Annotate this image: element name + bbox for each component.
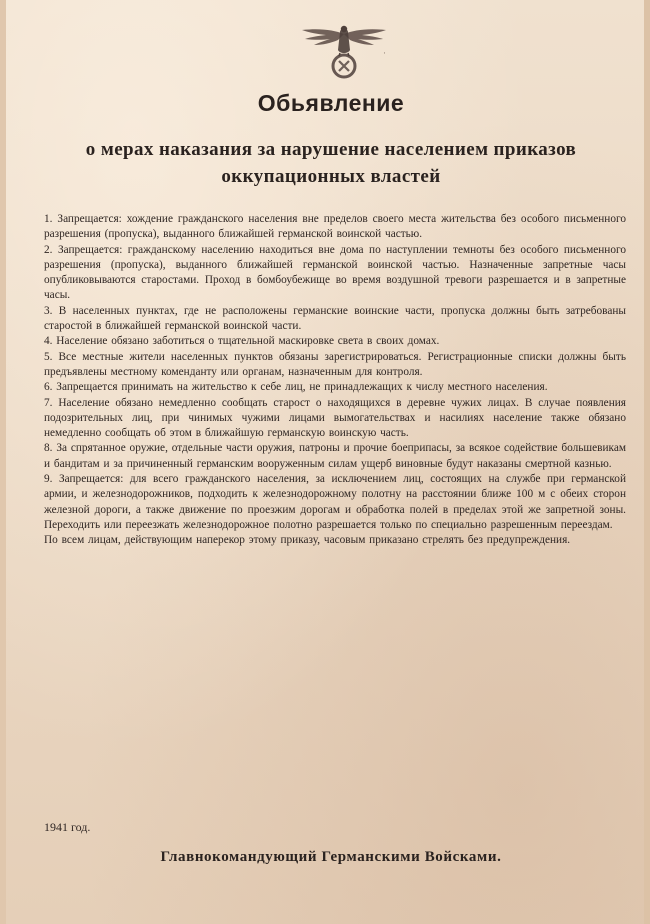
paragraph-6: 6. Запрещается принимать на жительство к себе лиц, не принадлежащих к числу местного населения. xyxy=(44,381,548,394)
paragraph-4: 4. Население обязано заботиться о тщательной маскировке света в своих домах. xyxy=(44,335,440,348)
paragraph-9: 9. Запрещается: для всего гражданского населения, за исключением лиц, состоящих на службе при германской армии, и железнодорожников, подходить к железнодорожному полотну на расстоянии ближе 100 м с обеих сторон железной дороги, а также движение по проезжим дорогам и обработка полей в пределах этой же запретной зоны. Переходить или переезжать железнодорожное полотно разрешается только по специально разрешенным переездам. xyxy=(44,473,626,531)
paragraph-2: 2. Запрещается: гражданскому населению находиться вне дома по наступлении темноты без особого письменного разрешения (пропуска), выданного ближайшей германской воинской частью. Назначенные запретные часы опубликовываются старостами. Проход в бомбоубежище во время воздушной тревоги разрешается и в запретные часы. xyxy=(44,243,626,302)
paragraph-1: 1. Запрещается: хождение гражданского населения вне пределов своего места жительства без особого письменного разрешения (пропуска), выданного ближайшей германской воинской частью. xyxy=(44,213,626,241)
paragraph-7: 7. Население обязано немедленно сообщать старост о находящихся в деревне чужих лицах. В случае появления подозрительных лиц, при чинимых чужими лицами вымогательствах и насилиях население также обязано немедленно сообщать об этом в ближайшую германскую воинскую часть. xyxy=(44,396,626,440)
paragraph-5: 5. Все местные жители населенных пунктов обязаны зарегистрироваться. Регистрационные списки должны быть предъявлены местному коменданту или органам, назначенным для контроля. xyxy=(44,350,626,378)
paper-speck: · xyxy=(383,48,386,58)
paragraph-8: 8. За спрятанное оружие, отдельные части оружия, патроны и прочие боеприпасы, за всякое содействие большевикам и бандитам и за причиненный германским вооруженным силам ущерб виновные будут наказаны смертной казнью. xyxy=(44,442,626,470)
notice-title: Обьявление xyxy=(257,90,405,116)
notice-subtitle: о мерах наказания за нарушение населением приказов оккупационных властей xyxy=(85,139,577,187)
notice-signature: Главнокомандующий Германскими Войсками. xyxy=(160,849,502,865)
notice-year: 1941 год. xyxy=(44,820,91,834)
paragraph-3: 3. В населенных пунктах, где не расположены германские воинские части, пропуска должны быть затребованы старостой в ближайшей германской воинской части. xyxy=(44,304,626,333)
eagle-emblem-icon xyxy=(298,20,390,84)
paragraph-closing: По всем лицам, действующим наперекор этому приказу, часовым приказано стрелять без предупреждения. xyxy=(44,534,571,547)
notice-body xyxy=(44,212,626,549)
